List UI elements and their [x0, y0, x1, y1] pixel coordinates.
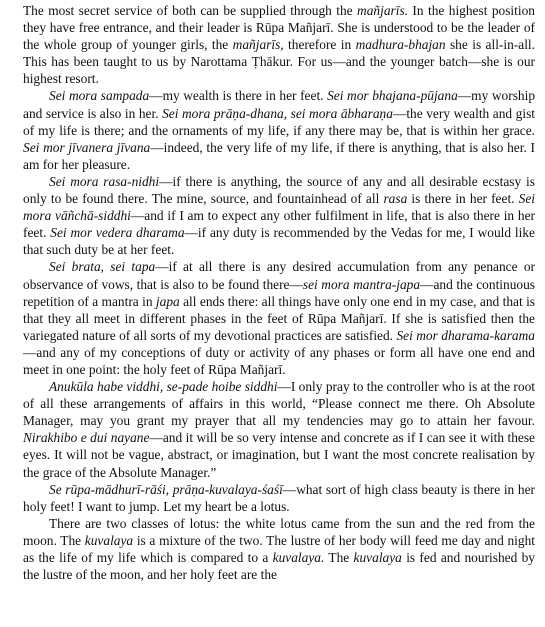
italic-phrase: kuvalaya — [353, 550, 402, 565]
italic-phrase: kuvalaya. — [272, 550, 325, 565]
italic-phrase: Sei mor bhajana-pūjana — [327, 88, 458, 104]
text-body — [23, 2, 535, 583]
italic-phrase: kuvalaya — [84, 532, 134, 548]
italic-phrase: mañjarīs. — [357, 3, 409, 18]
italic-phrase: Sei mora sampada — [49, 88, 150, 104]
text-run: —indeed, the very life of my life, if there is anything, that is also her. I am for her pleasure. — [23, 139, 535, 172]
text-run: is there in her feet. — [407, 191, 519, 207]
text-run: —and it will be so very intense and concrete as if I can see it with these eyes. It will not be vague, abstract, or imagination, but I want the most concrete realisation by the grace of the Absolute Manager.” — [23, 430, 535, 480]
text-run: —if any duty is recommended by the Vedas for me, I would like that such duty be at her feet. — [23, 225, 535, 258]
text-run: —if there is anything, the source of any and all desirable ecstasy is only to be found there. The mine, source, and fountainhead of all — [23, 173, 535, 207]
text-run: is fed and nourished by the lustre of the moon, and her holy feet are the — [23, 550, 535, 583]
text-run: —and if I am to expect any other fulfilment in life, that is also there in her feet. — [23, 208, 535, 241]
paragraph — [23, 87, 535, 172]
italic-phrase: Anukūla habe viddhi, se-pade hoibe siddhi — [49, 379, 278, 395]
italic-phrase: rasa — [383, 191, 408, 207]
text-run: The most secret service of both can be supplied through the — [23, 3, 358, 18]
text-run: —I only pray to the controller who is at the root of all these arrangements of affairs in this world, “Please connect me there. Oh Absolute Manager, may you grant my prayer that all my tendencies may go to attain her favour. — [23, 379, 535, 429]
paragraph — [23, 481, 535, 515]
italic-phrase: Sei mora vāñchā-siddhi — [23, 191, 535, 224]
text-run: is a mixture of the two. The lustre of her body will feed me day and night as the life of my life which is compared to a — [23, 532, 535, 565]
italic-phrase: Sei mora rasa-nidhi — [49, 173, 160, 189]
text-run: therefore in — [283, 37, 356, 53]
italic-phrase: Sei mor dharama-karama — [396, 327, 535, 343]
text-run: There are two classes of lotus: the white lotus came from the sun and the red from the moon. The — [23, 515, 535, 548]
text-run: all ends there: all things have only one end in my case, and that is that they all meet in different phases in the feet of Rūpa Mañjarī. If she is satisfied then the variegated nature of all sorts of my devotional practices are satisfied. — [23, 293, 535, 343]
italic-phrase: Sei mor vedera dharama — [50, 225, 185, 241]
italic-phrase: Sei brata, sei tapa — [49, 259, 156, 275]
text-run: —what sort of high class beauty is there in her holy feet! I want to jump. Let my heart be a lotus. — [23, 481, 535, 514]
text-run: In the highest position they have free entrance, and their leader is Rūpa Mañjarī. She is understood to be the leader of the whole group of younger girls, the — [23, 3, 535, 53]
italic-phrase: Sei mora prāṇa-dhana, sei mora ābharaṇa — [162, 105, 393, 121]
italic-phrase: madhura-bhajan — [355, 37, 446, 53]
paragraph — [23, 378, 535, 481]
text-run: —if at all there is any desired accumulation from any penance or observance of vows, that is also to be found there— — [23, 259, 535, 292]
paragraph — [23, 258, 535, 378]
text-run: —my wealth is there in her feet. — [149, 88, 328, 104]
paragraph — [23, 2, 535, 87]
text-run: she is all-in-all. This has been taught to us by Narottama Ṭhākur. For us—and the younger batch—she is our highest resort. — [23, 37, 536, 87]
italic-phrase: japa — [155, 293, 180, 309]
italic-phrase: Sei mor jīvanera jīvana — [23, 139, 151, 155]
text-run: The — [324, 550, 354, 565]
italic-phrase: sei mora mantra-japa — [302, 276, 421, 292]
paragraph — [23, 173, 535, 258]
italic-phrase: Nirakhibo e dui nayane — [23, 430, 150, 446]
text-run: —and any of my conceptions of duty or activity of any phases or form all have one end and meet in one point: the holy feet of Rūpa Mañjarī. — [23, 344, 535, 377]
italic-phrase: Se rūpa-mādhurī-rāśi, prāṇa-kuvalaya-śaśī — [49, 481, 283, 497]
text-run: —and the continuous repetition of a mantra in — [23, 276, 536, 309]
italic-phrase: mañjarīs, — [232, 37, 284, 53]
text-run: —the very wealth and gist of my life is there; and the ornaments of my life, if any there may be, that is within her grace. — [23, 105, 536, 138]
paragraph — [23, 515, 535, 583]
text-run: —my worship and service is also in her. — [23, 88, 536, 121]
